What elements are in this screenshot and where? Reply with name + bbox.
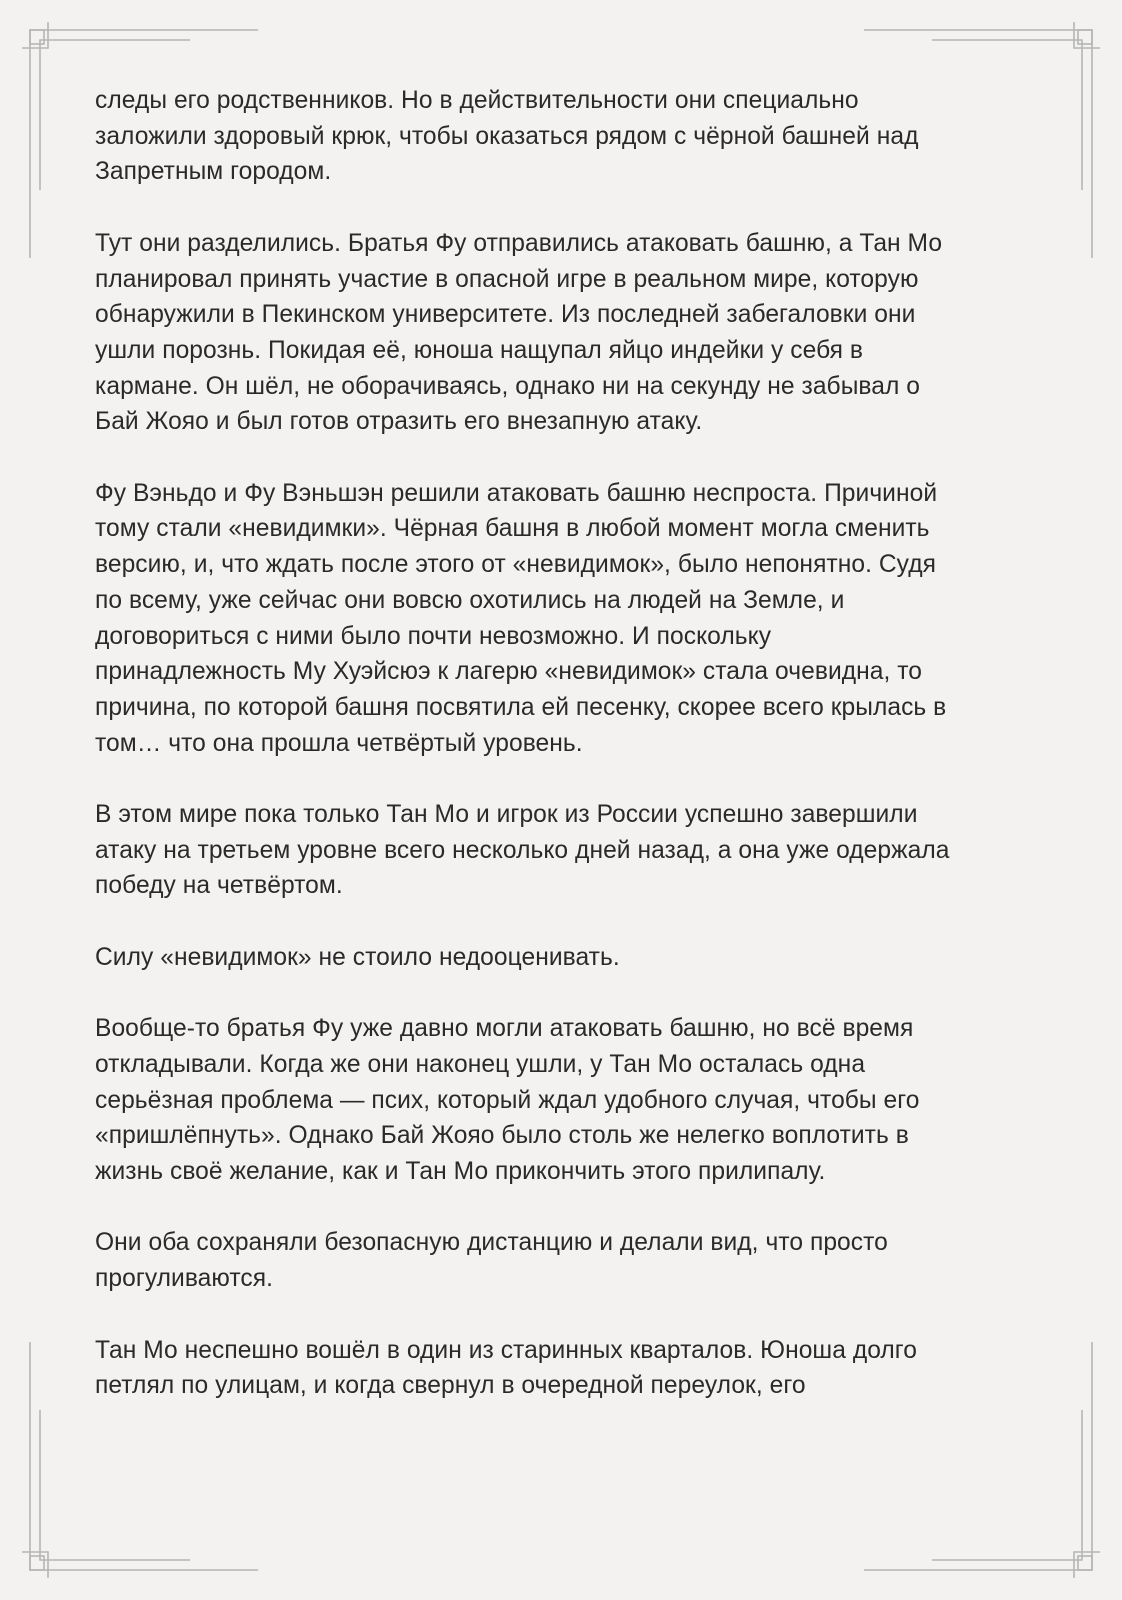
text-line: Силу «невидимок» не стоило недооценивать. — [95, 943, 620, 971]
text-line: В этом мире пока только Тан Мо и игрок из России успешно завершили — [95, 801, 918, 829]
paragraph-3 — [95, 476, 1035, 762]
text-line: планировал принять участие в опасной игре в реальном мире, которую — [95, 265, 919, 293]
text-line: заложили здоровый крюк, чтобы оказаться рядом с чёрной башней над — [95, 122, 919, 150]
paragraph-4 — [95, 797, 1035, 904]
text-line: Тан Мо неспешно вошёл в один из старинных кварталов. Юноша долго — [95, 1336, 918, 1364]
text-line: договориться с ними было почти невозможно. И поскольку — [95, 622, 772, 650]
text-line: том… что она прошла четвёртый уровень. — [95, 729, 583, 757]
text-line: кармане. Он шёл, не оборачиваясь, однако ни на секунду не забывал о — [95, 372, 920, 400]
text-line: прогуливаются. — [95, 1265, 273, 1293]
text-line: ушли порознь. Покидая её, юноша нащупал яйцо индейки у себя в — [95, 336, 864, 364]
text-line: причина, по которой башня посвятила ей песенку, скорее всего крылась в — [95, 693, 947, 721]
paragraph-5 — [95, 940, 1035, 976]
paragraph-7 — [95, 1225, 1035, 1296]
text-line: Тут они разделились. Братья Фу отправились атаковать башню, а Тан Мо — [95, 229, 943, 257]
text-line: петлял по улицам, и когда свернул в очередной переулок, его — [95, 1372, 806, 1400]
paragraph-6 — [95, 1011, 1035, 1190]
text-line: обнаружили в Пекинском университете. Из последней забегаловки они — [95, 301, 916, 329]
text-line: принадлежность Му Хуэйсюэ к лагерю «невидимок» стала очевидна, то — [95, 658, 923, 686]
text-line: Запретным городом. — [95, 158, 332, 186]
text-line: Бай Жояо и был готов отразить его внезапную атаку. — [95, 408, 703, 436]
text-line: атаку на третьем уровне всего несколько дней назад, а она уже одержала — [95, 836, 950, 864]
text-line: тому стали «невидимки». Чёрная башня в любой момент могла сменить — [95, 515, 930, 543]
paragraph-2 — [95, 226, 1035, 440]
paragraph-8 — [95, 1333, 1035, 1404]
text-line: Фу Вэньдо и Фу Вэньшэн решили атаковать башню неспроста. Причиной — [95, 479, 938, 507]
text-line: версию, и, что ждать после этого от «невидимок», было непонятно. Судя — [95, 551, 936, 579]
document-body — [95, 83, 1035, 1440]
text-line: серьёзная проблема — псих, который ждал удобного случая, чтобы его — [95, 1086, 920, 1114]
text-line: победу на четвёртом. — [95, 872, 343, 900]
text-line: жизнь своё желание, как и Тан Мо прикончить этого прилипалу. — [95, 1158, 826, 1186]
text-line: «пришлёпнуть». Однако Бай Жояо было столь же нелегко воплотить в — [95, 1122, 909, 1150]
text-line: откладывали. Когда же они наконец ушли, у Тан Мо осталась одна — [95, 1050, 866, 1078]
paragraph-1 — [95, 83, 1035, 190]
text-line: Вообще-то братья Фу уже давно могли атаковать башню, но всё время — [95, 1015, 914, 1043]
text-line: Они оба сохраняли безопасную дистанцию и делали вид, что просто — [95, 1229, 888, 1257]
text-line: следы его родственников. Но в действительности они специально — [95, 87, 859, 114]
text-line: по всему, уже сейчас они вовсю охотились на людей на Земле, и — [95, 586, 845, 614]
